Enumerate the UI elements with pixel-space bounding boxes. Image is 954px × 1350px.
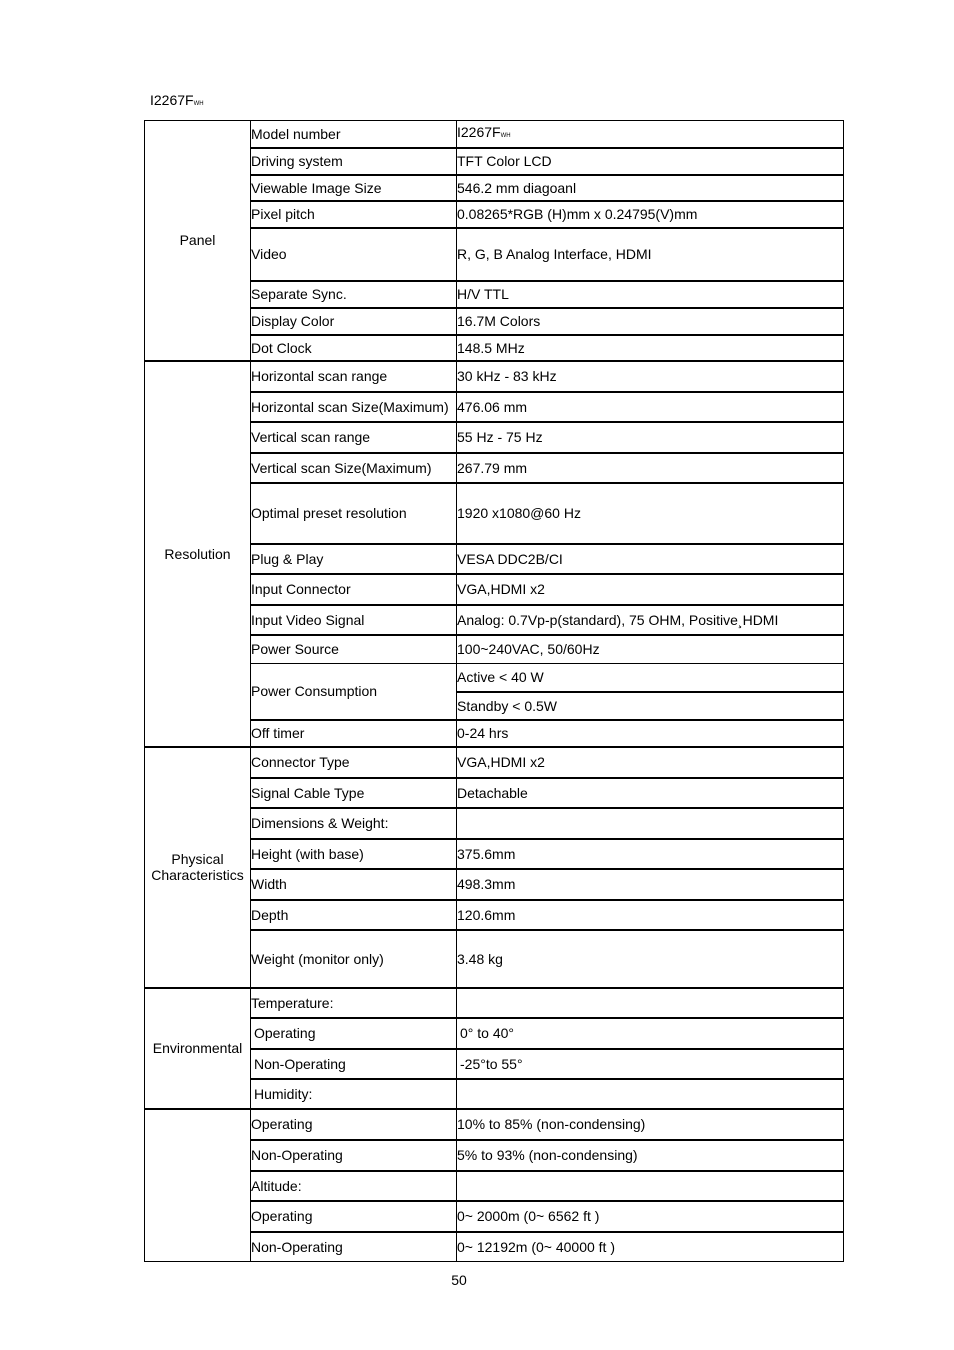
spec-value: 0-24 hrs: [457, 720, 844, 747]
spec-label: Viewable Image Size: [251, 175, 457, 201]
page-number: 50: [451, 1272, 467, 1288]
page-heading: [150, 92, 204, 108]
spec-label: Driving system: [251, 148, 457, 175]
spec-label: Altitude:: [251, 1171, 457, 1201]
spec-value: Analog: 0.7Vp-p(standard), 75 OHM, Positive¸HDMI: [457, 605, 844, 635]
table-row: [145, 1109, 844, 1140]
spec-label: Non-Operating: [251, 1049, 457, 1079]
spec-value: 375.6mm: [457, 839, 844, 869]
spec-value: 55 Hz - 75 Hz: [457, 422, 844, 453]
spec-label: Input Connector: [251, 574, 457, 605]
spec-value: 3.48 kg: [457, 930, 844, 988]
spec-value: 267.79 mm: [457, 453, 844, 483]
spec-label: Optimal preset resolution: [251, 483, 457, 544]
spec-value: 0.08265*RGB (H)mm x 0.24795(V)mm: [457, 201, 844, 228]
spec-value: 30 kHz - 83 kHz: [457, 361, 844, 392]
spec-value: 148.5 MHz: [457, 335, 844, 361]
spec-label: Dimensions & Weight:: [251, 808, 457, 839]
category-environmental: Environmental: [145, 988, 251, 1109]
spec-label: Width: [251, 869, 457, 900]
model-suffix: WH: [193, 101, 204, 107]
category-panel: Panel: [145, 121, 251, 361]
spec-label: Model number: [251, 121, 457, 148]
table-row: [145, 988, 844, 1018]
spec-label: Connector Type: [251, 747, 457, 778]
spec-label: Power Source: [251, 635, 457, 664]
spec-value: 476.06 mm: [457, 392, 844, 422]
spec-label: Input Video Signal: [251, 605, 457, 635]
spec-value: VESA DDC2B/CI: [457, 544, 844, 574]
spec-label: Non-Operating: [251, 1232, 457, 1262]
spec-value: 0° to 40°: [457, 1018, 844, 1049]
spec-value: R, G, B Analog Interface, HDMI: [457, 228, 844, 281]
table-row: [145, 361, 844, 392]
spec-value: [457, 808, 844, 839]
spec-label: Power Consumption: [251, 664, 457, 720]
table-row: [145, 121, 844, 148]
spec-value: 1920 x1080@60 Hz: [457, 483, 844, 544]
spec-label: Separate Sync.: [251, 281, 457, 308]
model-value-suffix: WH: [500, 132, 511, 139]
spec-value: 0~ 2000m (0~ 6562 ft ): [457, 1201, 844, 1232]
table-row: [145, 747, 844, 778]
category-resolution: Resolution: [145, 361, 251, 747]
spec-label: Dot Clock: [251, 335, 457, 361]
spec-label: Video: [251, 228, 457, 281]
spec-value: [457, 121, 844, 148]
spec-label: Signal Cable Type: [251, 778, 457, 808]
spec-value: Detachable: [457, 778, 844, 808]
spec-label: Operating: [251, 1109, 457, 1140]
spec-table: [144, 120, 844, 1262]
spec-value: 10% to 85% (non-condensing): [457, 1109, 844, 1140]
spec-label: Plug & Play: [251, 544, 457, 574]
spec-label: Vertical scan Size(Maximum): [251, 453, 457, 483]
spec-label: Vertical scan range: [251, 422, 457, 453]
spec-value: 5% to 93% (non-condensing): [457, 1140, 844, 1171]
spec-label: Non-Operating: [251, 1140, 457, 1171]
model-name: I2267F: [150, 92, 194, 108]
spec-value: H/V TTL: [457, 281, 844, 308]
spec-label: Display Color: [251, 308, 457, 335]
spec-value: 0~ 12192m (0~ 40000 ft ): [457, 1232, 844, 1262]
spec-value: [457, 1079, 844, 1109]
spec-value-standby: Standby < 0.5W: [457, 692, 844, 720]
category-physical: Physical Characteristics: [145, 747, 251, 988]
spec-value: 100~240VAC, 50/60Hz: [457, 635, 844, 664]
spec-label: Weight (monitor only): [251, 930, 457, 988]
spec-label: Depth: [251, 900, 457, 930]
spec-label: Height (with base): [251, 839, 457, 869]
spec-label: Operating: [251, 1201, 457, 1232]
spec-value: 498.3mm: [457, 869, 844, 900]
spec-value: 120.6mm: [457, 900, 844, 930]
model-value: I2267F: [457, 123, 501, 140]
category-empty: [145, 1109, 251, 1262]
spec-value: VGA,HDMI x2: [457, 747, 844, 778]
spec-value: [457, 1171, 844, 1201]
spec-value: 546.2 mm diagoanl: [457, 175, 844, 201]
spec-value: TFT Color LCD: [457, 148, 844, 175]
spec-label: Pixel pitch: [251, 201, 457, 228]
spec-value-active: Active < 40 W: [457, 664, 844, 692]
spec-label: Off timer: [251, 720, 457, 747]
spec-value: [457, 988, 844, 1018]
spec-value: VGA,HDMI x2: [457, 574, 844, 605]
spec-label: Horizontal scan Size(Maximum): [251, 392, 457, 422]
spec-label: Operating: [251, 1018, 457, 1049]
spec-label: Humidity:: [251, 1079, 457, 1109]
spec-value: -25°to 55°: [457, 1049, 844, 1079]
spec-label: Horizontal scan range: [251, 361, 457, 392]
spec-value: 16.7M Colors: [457, 308, 844, 335]
spec-label: Temperature:: [251, 988, 457, 1018]
